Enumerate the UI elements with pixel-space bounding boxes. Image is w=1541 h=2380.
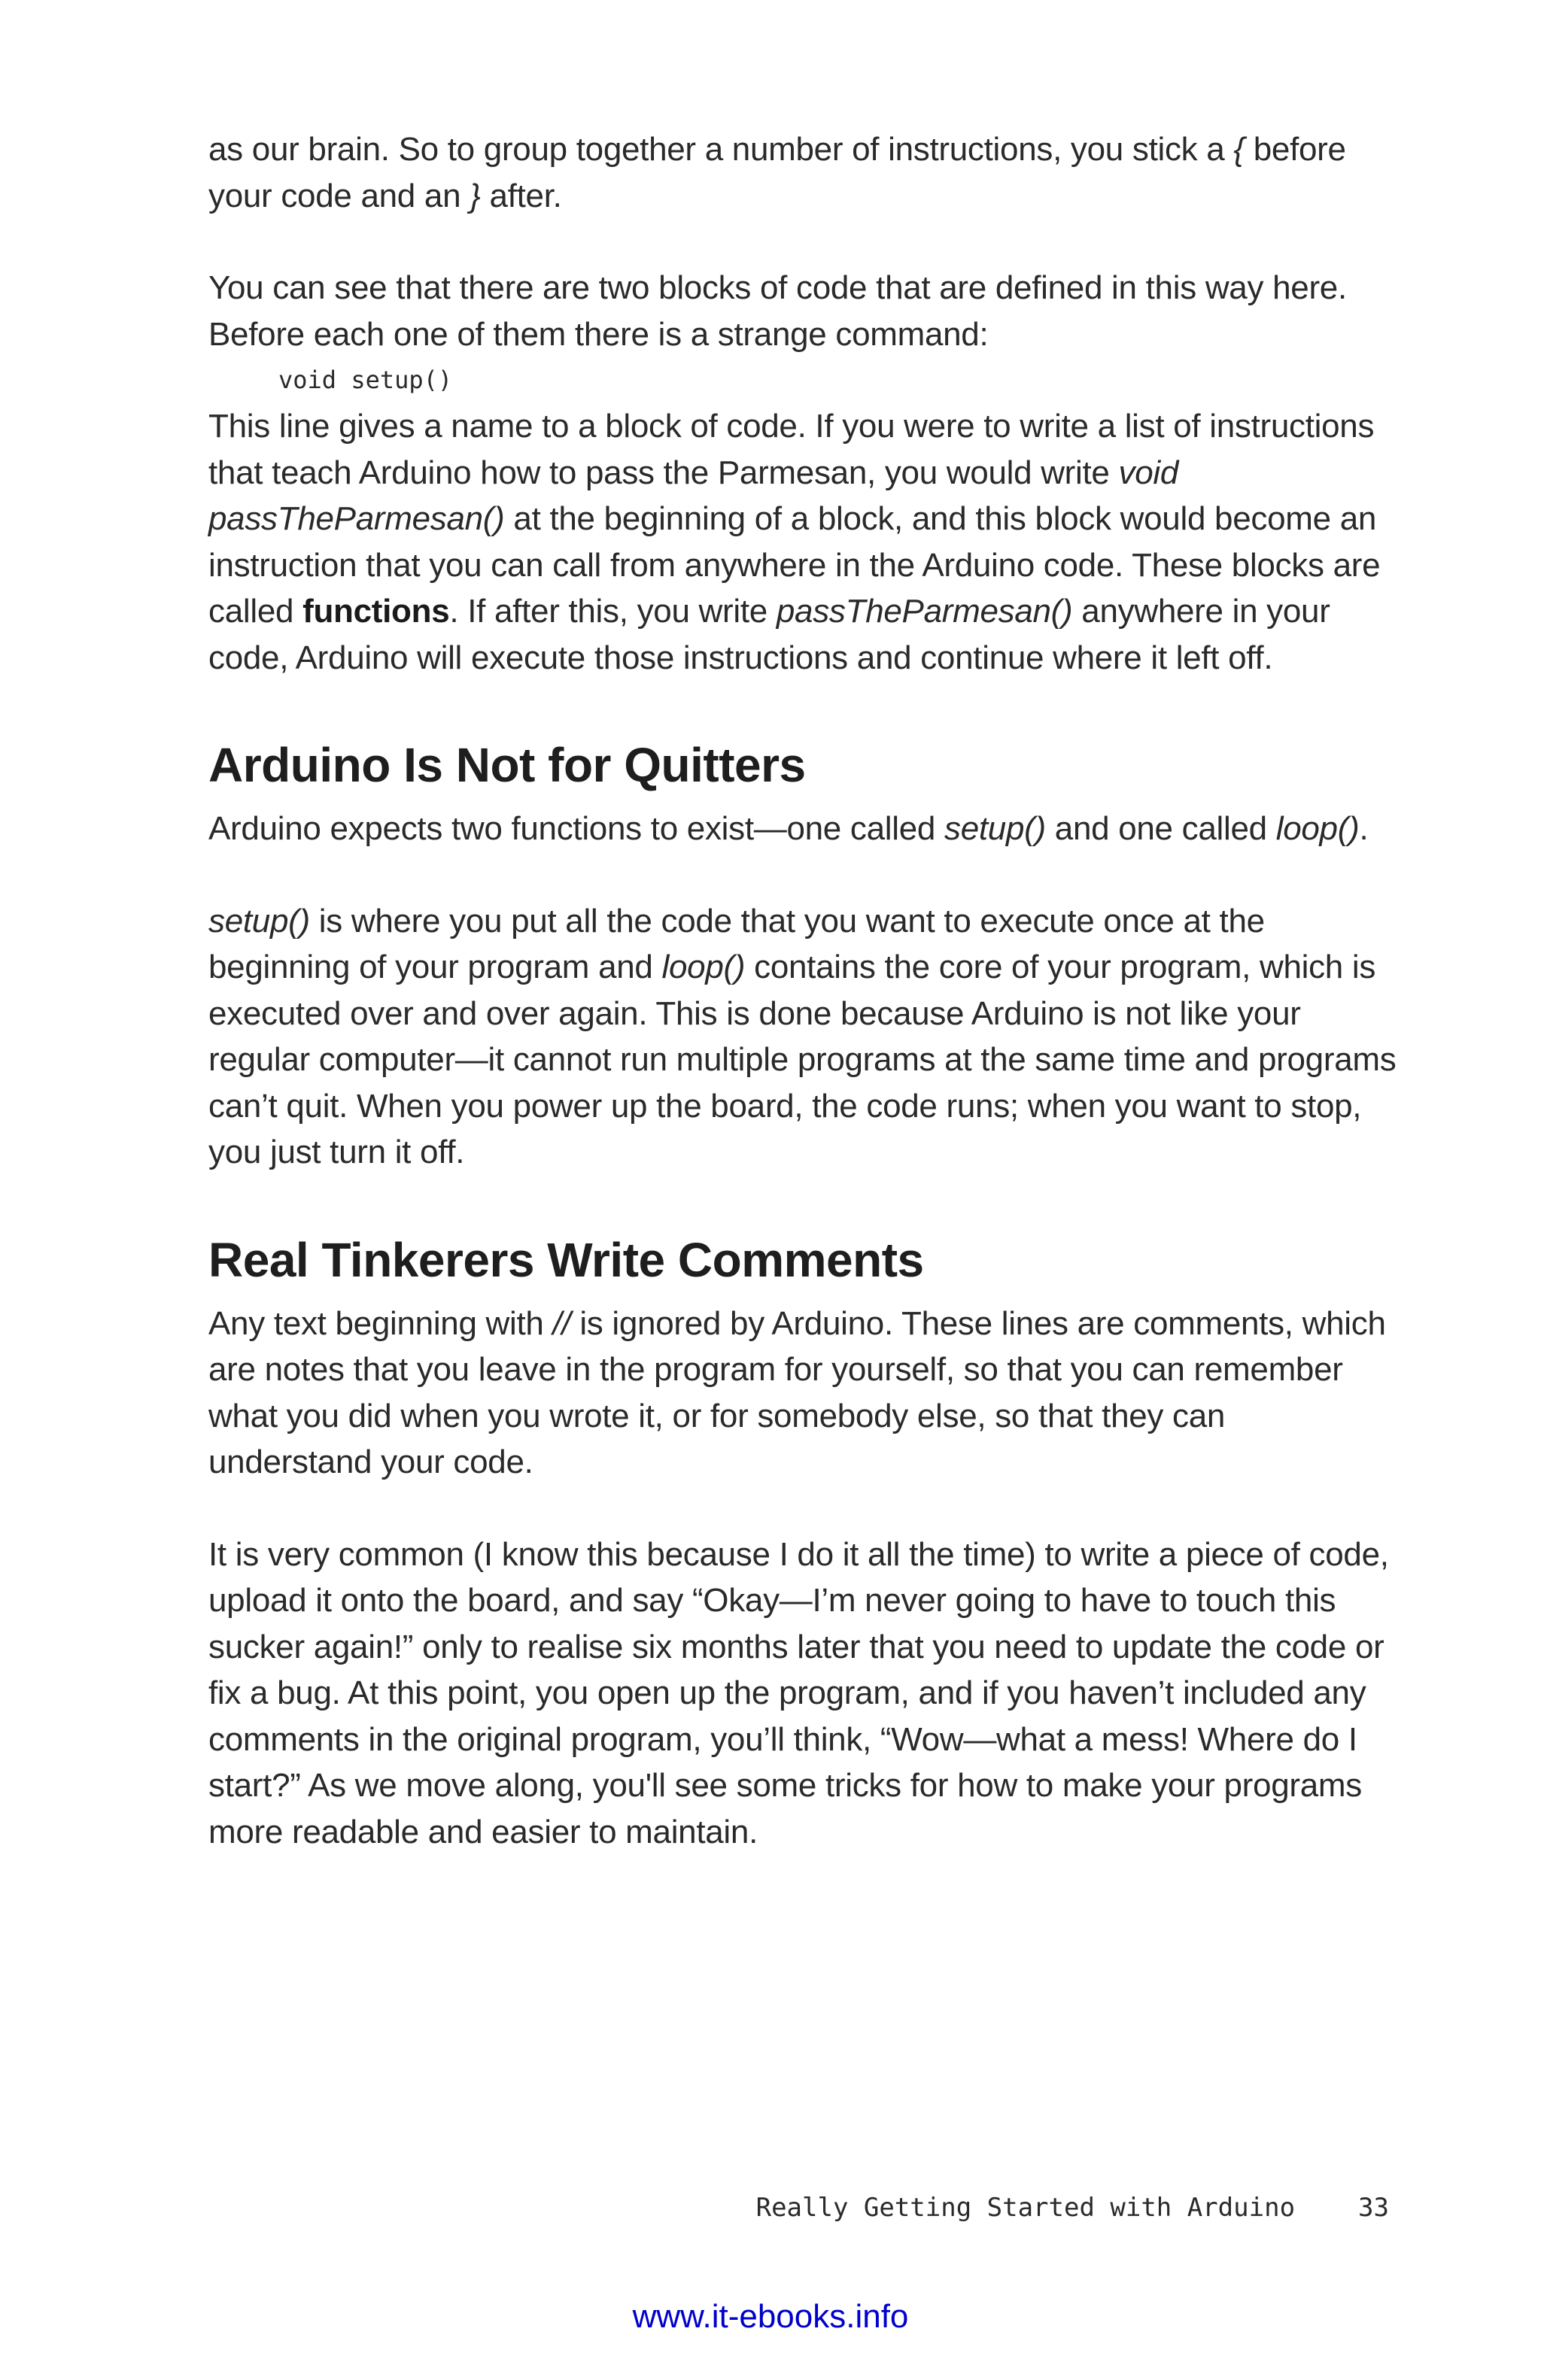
section-heading-comments: Real Tinkerers Write Comments — [208, 1232, 924, 1287]
page-body — [208, 126, 1397, 1855]
text-run: contains the core of your program, which is executed over and over again. This is done because Arduino is not like your regular computer—it cannot run multiple programs at the same time and programs can’t quit. When you power up the board, the code runs; when you want to stop, you just turn it off. — [208, 949, 1397, 1170]
text-run: Any text beginning with — [208, 1304, 553, 1342]
text-run: is where you put all the code that you want to execute once at the beginning of your program and — [208, 902, 1265, 985]
text-run: Arduino expects two functions to exist—one called — [208, 810, 944, 847]
inline-code-italic: passTheParmesan() — [776, 593, 1073, 630]
watermark-link[interactable]: www.it-ebooks.info — [632, 2298, 909, 2335]
text-run: . — [1359, 810, 1369, 847]
inline-code-italic: loop() — [661, 949, 746, 985]
text-run: . If after this, you write — [449, 593, 777, 630]
paragraph-setup-loop — [208, 898, 1397, 1176]
text-run: after. — [480, 177, 562, 214]
footer-book-title: Really Getting Started with Arduino — [755, 2193, 1296, 2223]
bold-term-functions: functions — [302, 593, 450, 630]
inline-code-italic: loop() — [1275, 810, 1360, 847]
text-run: This line gives a name to a block of code. If you were to write a list of instructions that teach Arduino how to pass the Parmesan, you would write — [208, 408, 1375, 491]
paragraph-comments — [208, 1301, 1397, 1486]
paragraph-functions — [208, 403, 1397, 681]
paragraph-two-functions — [208, 806, 1397, 852]
paragraph-blocks — [208, 126, 1397, 219]
close-brace: } — [470, 177, 481, 214]
section-heading-quitters: Arduino Is Not for Quitters — [208, 738, 806, 792]
code-void-setup: void setup() — [278, 366, 453, 394]
page-number: 33 — [1358, 2193, 1389, 2223]
inline-code-italic: setup() — [944, 810, 1046, 847]
text-run: and one called — [1045, 810, 1276, 847]
page-footer — [756, 2193, 1389, 2223]
paragraph-two-blocks: You can see that there are two blocks of code that are defined in this way here. Before each one of them there is a strange command: — [208, 269, 1347, 353]
inline-code-italic: void passTheParmesan() — [208, 454, 1179, 537]
text-run: before your code and an — [208, 131, 1346, 214]
open-brace: { — [1233, 131, 1245, 168]
inline-code-italic: setup() — [208, 902, 310, 940]
paragraph-common-practice: It is very common (I know this because I do it all the time) to write a piece of code, upload it onto the board, and say “Okay—I’m never going to have to touch this sucker again!” only to realise six months later that you need to update the code or fix a bug. At this point, you open up the program, and if you haven’t included any comments in the original program, you’ll think, “Wow—what a mess! Where do I start?” As we move along, you'll see some tricks for how to make your programs more readable and easier to maintain. — [208, 1535, 1389, 1850]
text-run: at the beginning of a block, and this block would become an instruction that you can call from anywhere in the Arduino code. These blocks are called — [208, 500, 1381, 630]
text-run: anywhere in your code, Arduino will execute those instructions and continue where it left off. — [208, 593, 1330, 676]
text-run: is ignored by Arduino. These lines are comments, which are notes that you leave in the program for yourself, so that you can remember what you did when you wrote it, or for somebody else, so that they can understand your code. — [208, 1304, 1386, 1480]
comment-slashes: // — [552, 1304, 571, 1342]
text-run: as our brain. So to group together a number of instructions, you stick a — [208, 131, 1234, 168]
